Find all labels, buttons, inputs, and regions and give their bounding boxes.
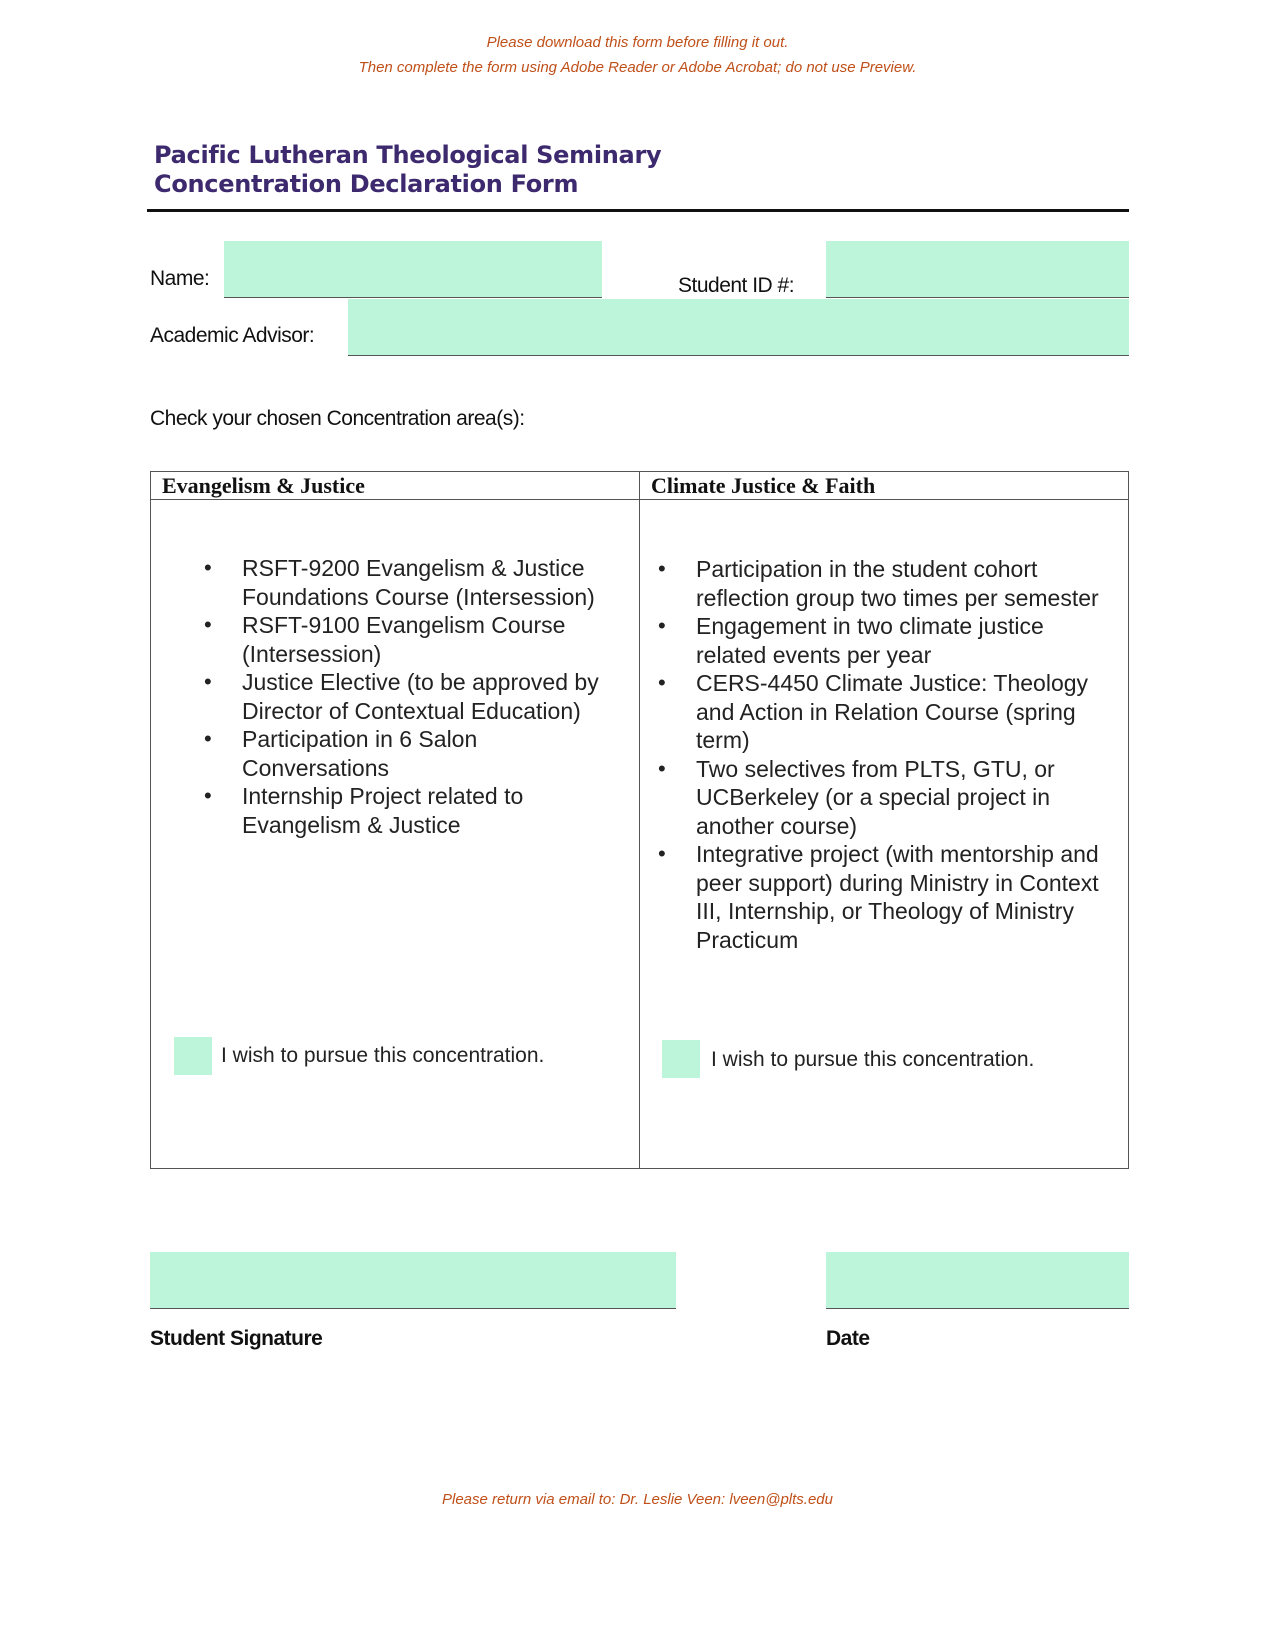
list-item: • CERS-4450 Climate Justice: Theology and Action in Relation Course (spring term) [696,669,1116,755]
seminary-name: Pacific Lutheran Theological Seminary [154,141,662,169]
list-item: • Internship Project related to Evangelism & Justice [242,782,622,839]
requirements-list-evangelism [242,554,622,839]
concentration-cell-evangelism [151,500,640,1169]
evangelism-checkbox[interactable] [174,1037,212,1075]
instructions: Check your chosen Concentration area(s): [150,407,525,430]
name-label: Name: [150,267,210,290]
list-item: • Justice Elective (to be approved by Director of Contextual Education) [242,668,622,725]
advisor-label: Academic Advisor: [150,324,315,347]
concentration-title-evangelism: Evangelism & Justice [151,472,640,500]
form-title: Concentration Declaration Form [154,170,579,198]
concentration-title-climate: Climate Justice & Faith [640,472,1129,500]
list-item: • RSFT-9200 Evangelism & Justice Foundations Course (Intersession) [242,554,622,611]
advisor-field[interactable] [348,299,1129,356]
name-field[interactable] [224,241,602,298]
header-rule [147,209,1129,212]
signature-field[interactable] [150,1252,676,1309]
date-field[interactable] [826,1252,1129,1309]
concentration-cell-climate [640,500,1129,1169]
student-id-label: Student ID #: [678,274,795,297]
list-item: • RSFT-9100 Evangelism Course (Intersession) [242,611,622,668]
student-id-field[interactable] [826,241,1129,298]
list-item: • Two selectives from PLTS, GTU, or UCBerkeley (or a special project in another course) [696,755,1116,841]
climate-checkbox[interactable] [662,1040,700,1078]
list-item: • Participation in the student cohort reflection group two times per semester [696,555,1116,612]
requirements-list-climate [696,555,1116,954]
list-item: • Engagement in two climate justice related events per year [696,612,1116,669]
list-item: • Integrative project (with mentorship and peer support) during Ministry in Context III, Internship, or Theology of Ministry Practicum [696,840,1116,954]
evangelism-checkbox-label: I wish to pursue this concentration. [221,1044,545,1067]
concentration-table [150,471,1129,1169]
date-label: Date [826,1327,870,1350]
list-item: • Participation in 6 Salon Conversations [242,725,622,782]
signature-label: Student Signature [150,1327,323,1350]
software-notice: Then complete the form using Adobe Reader or Adobe Acrobat; do not use Preview. [358,59,917,76]
return-instructions: Please return via email to: Dr. Leslie Veen: lveen@plts.edu [442,1491,833,1508]
download-notice: Please download this form before filling it out. [486,34,789,51]
climate-checkbox-label: I wish to pursue this concentration. [711,1048,1035,1071]
